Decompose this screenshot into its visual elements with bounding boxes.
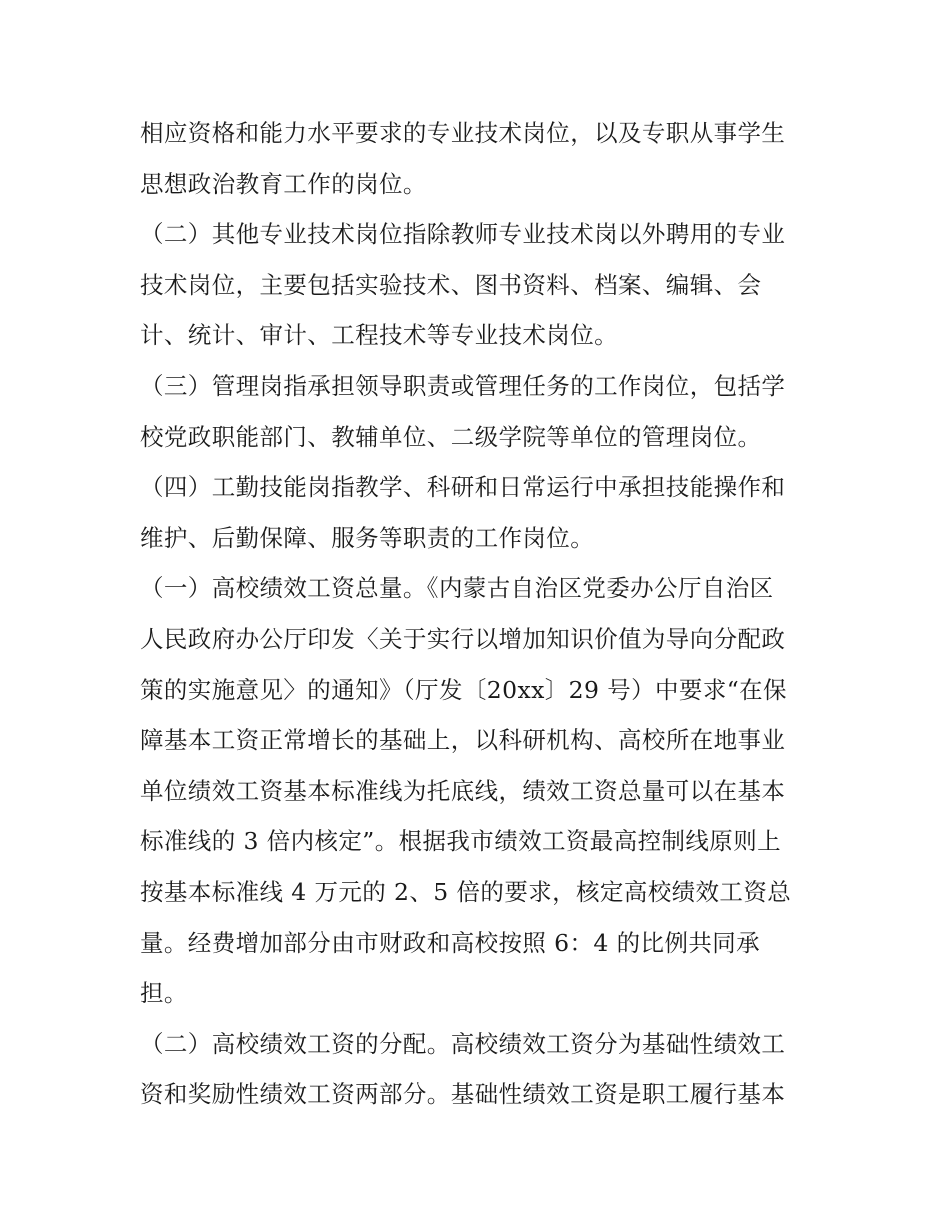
document-body (140, 108, 812, 1120)
text-line: （一）高校绩效工资总量。《内蒙古自治区党委办公厅自治区 (140, 574, 774, 603)
text-line: 人民政府办公厅印发〈关于实行以增加知识价值为导向分配政 (140, 624, 786, 653)
text-line: （三）管理岗指承担领导职责或管理任务的工作岗位，包括学 (140, 371, 786, 400)
text-line: 量。经费增加部分由市财政和高校按照 6：4 的比例共同承 (140, 928, 761, 957)
text-line: 资和奖励性绩效工资两部分。基础性绩效工资是职工履行基本 (140, 1080, 786, 1109)
text-line: 计、统计、审计、工程技术等专业技术岗位。 (140, 321, 618, 350)
text-line: 技术岗位，主要包括实验技术、图书资料、档案、编辑、会 (140, 270, 762, 299)
text-line: 策的实施意见〉的通知》（厅发〔20xx〕29 号）中要求“在保 (140, 675, 787, 704)
text-line: 思想政治教育工作的岗位。 (140, 169, 427, 198)
text-line: 标准线的 3 倍内核定”。根据我市绩效工资最高控制线原则上 (140, 827, 782, 856)
text-line: （二）其他专业技术岗位指除教师专业技术岗以外聘用的专业 (140, 220, 786, 249)
text-line: 单位绩效工资基本标准线为托底线，绩效工资总量可以在基本 (140, 776, 786, 805)
text-line: 障基本工资正常增长的基础上，以科研机构、高校所在地事业 (140, 726, 786, 755)
text-line: 相应资格和能力水平要求的专业技术岗位，以及专职从事学生 (140, 119, 786, 147)
text-line: （四）工勤技能岗指教学、科研和日常运行中承担技能操作和 (140, 473, 786, 502)
text-line: 校党政职能部门、教辅单位、二级学院等单位的管理岗位。 (140, 422, 762, 451)
text-line: 担。 (140, 979, 188, 1008)
text-line: （二）高校绩效工资的分配。高校绩效工资分为基础性绩效工 (140, 1029, 786, 1058)
text-line: 按基本标准线 4 万元的 2、5 倍的要求，核定高校绩效工资总 (140, 877, 792, 906)
text-line: 维护、后勤保障、服务等职责的工作岗位。 (140, 523, 595, 552)
